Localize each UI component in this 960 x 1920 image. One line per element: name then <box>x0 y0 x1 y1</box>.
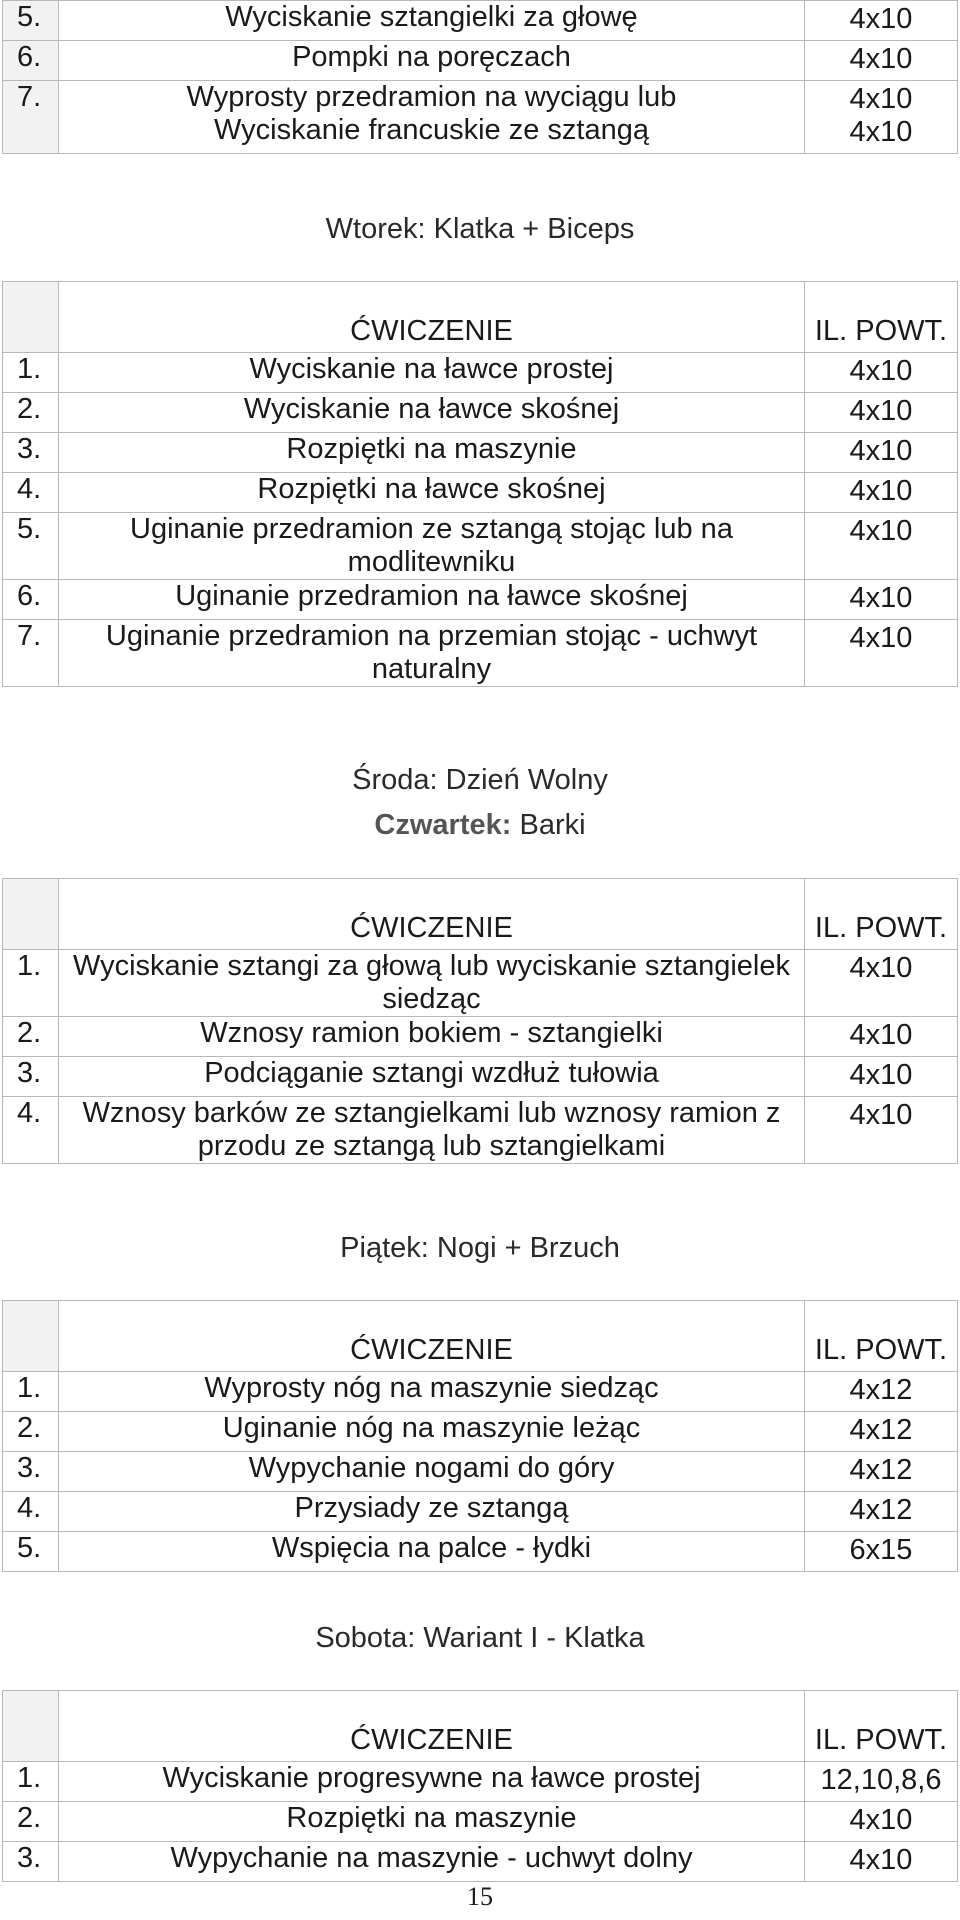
exercise-name: Rozpiętki na ławce skośnej <box>59 473 805 513</box>
exercise-name: Wznosy ramion bokiem - sztangielki <box>59 1017 805 1057</box>
exercise-table-saturday <box>2 1690 958 1882</box>
exercise-name: Wyciskanie na ławce skośnej <box>59 393 805 433</box>
column-header-reps: IL. POWT. <box>814 1334 948 1366</box>
row-number: 1. <box>3 353 59 393</box>
column-header-reps: IL. POWT. <box>814 912 948 944</box>
reps-value: 4x10 <box>805 513 958 580</box>
header-exercise-cell <box>59 1691 805 1762</box>
exercise-name: Rozpiętki na maszynie <box>59 1802 805 1842</box>
reps-value: 4x12 <box>805 1452 958 1492</box>
row-number: 4. <box>3 1492 59 1532</box>
heading-day-label: Czwartek: <box>374 809 512 841</box>
row-number: 2. <box>3 1412 59 1452</box>
reps-value: 4x10 4x10 <box>805 81 958 154</box>
table-row <box>3 1842 958 1882</box>
reps-value: 4x10 <box>805 1057 958 1097</box>
exercise-name: Uginanie przedramion na ławce skośnej <box>59 580 805 620</box>
column-header-reps: IL. POWT. <box>814 315 948 347</box>
section-heading-tuesday: Wtorek: Klatka + Biceps <box>325 213 635 245</box>
row-number: 4. <box>3 1097 59 1164</box>
table-row <box>3 1057 958 1097</box>
header-reps-cell <box>805 282 958 353</box>
table-row <box>3 1532 958 1572</box>
page-number: 15 <box>467 1882 493 1911</box>
exercise-name: Wypychanie na maszynie - uchwyt dolny <box>59 1842 805 1882</box>
table-row <box>3 81 958 154</box>
row-number: 3. <box>3 433 59 473</box>
reps-value: 4x10 <box>805 1 958 41</box>
table-row <box>3 353 958 393</box>
reps-value: 4x10 <box>805 433 958 473</box>
table-row <box>3 1372 958 1412</box>
table-row <box>3 1412 958 1452</box>
table-row <box>3 1452 958 1492</box>
exercise-table-tuesday <box>2 281 958 687</box>
table-row <box>3 513 958 580</box>
table-row <box>3 580 958 620</box>
section-heading-wednesday: Środa: Dzień Wolny <box>352 764 608 796</box>
header-reps-cell <box>805 879 958 950</box>
table-row <box>3 393 958 433</box>
row-number: 6. <box>3 41 59 81</box>
column-header-exercise: ĆWICZENIE <box>350 1334 513 1366</box>
row-number: 2. <box>3 393 59 433</box>
row-number: 5. <box>3 1 59 41</box>
table-row <box>3 950 958 1017</box>
row-number: 6. <box>3 580 59 620</box>
reps-value: 4x10 <box>805 1017 958 1057</box>
exercise-name: Wyciskanie sztangielki za głowę <box>59 1 805 41</box>
column-header-exercise: ĆWICZENIE <box>350 315 513 347</box>
table-row <box>3 41 958 81</box>
table-row <box>3 620 958 687</box>
column-header-exercise: ĆWICZENIE <box>350 912 513 944</box>
table-row <box>3 1492 958 1532</box>
table-header-row <box>3 282 958 353</box>
row-number: 2. <box>3 1802 59 1842</box>
exercise-table-friday <box>2 1300 958 1572</box>
reps-value: 4x10 <box>805 353 958 393</box>
row-number: 5. <box>3 1532 59 1572</box>
table-row <box>3 1762 958 1802</box>
row-number: 3. <box>3 1842 59 1882</box>
table-header-row <box>3 1691 958 1762</box>
exercise-name: Uginanie przedramion na przemian stojąc - uchwyt naturalny <box>59 620 805 687</box>
header-exercise-cell <box>59 282 805 353</box>
reps-value: 4x10 <box>805 620 958 687</box>
header-exercise-cell <box>59 879 805 950</box>
row-number: 7. <box>3 620 59 687</box>
row-number: 4. <box>3 473 59 513</box>
reps-value: 4x10 <box>805 950 958 1017</box>
header-reps-cell <box>805 1691 958 1762</box>
table-row <box>3 1097 958 1164</box>
header-exercise-cell <box>59 1301 805 1372</box>
exercise-name: Wyciskanie na ławce prostej <box>59 353 805 393</box>
table-header-row <box>3 1301 958 1372</box>
row-number: 7. <box>3 81 59 154</box>
reps-value: 4x12 <box>805 1492 958 1532</box>
table-header-row <box>3 879 958 950</box>
row-number: 1. <box>3 1762 59 1802</box>
reps-value: 4x10 <box>805 580 958 620</box>
exercise-name: Wznosy barków ze sztangielkami lub wznosy ramion z przodu ze sztangą lub sztangielkami <box>59 1097 805 1164</box>
section-heading-thursday <box>0 808 960 842</box>
row-number: 5. <box>3 513 59 580</box>
exercise-name: Wypychanie nogami do góry <box>59 1452 805 1492</box>
row-number: 2. <box>3 1017 59 1057</box>
reps-value: 12,10,8,6 <box>805 1762 958 1802</box>
exercise-name: Pompki na poręczach <box>59 41 805 81</box>
reps-value: 4x10 <box>805 393 958 433</box>
exercise-name: Wyprosty przedramion na wyciągu lub Wyciskanie francuskie ze sztangą <box>59 81 805 154</box>
table-row <box>3 473 958 513</box>
exercise-name: Przysiady ze sztangą <box>59 1492 805 1532</box>
reps-value: 4x10 <box>805 1097 958 1164</box>
exercise-name: Podciąganie sztangi wzdłuż tułowia <box>59 1057 805 1097</box>
exercise-name: Rozpiętki na maszynie <box>59 433 805 473</box>
reps-value: 4x10 <box>805 473 958 513</box>
reps-value: 4x12 <box>805 1412 958 1452</box>
exercise-table-thursday <box>2 878 958 1164</box>
heading-day-title: Barki <box>519 809 586 841</box>
reps-value: 4x12 <box>805 1372 958 1412</box>
exercise-name: Wspięcia na palce - łydki <box>59 1532 805 1572</box>
row-number: 1. <box>3 950 59 1017</box>
column-header-exercise: ĆWICZENIE <box>350 1724 513 1756</box>
column-header-reps: IL. POWT. <box>814 1724 948 1756</box>
reps-value: 4x10 <box>805 1842 958 1882</box>
header-number-cell <box>3 1691 59 1762</box>
reps-value: 4x10 <box>805 1802 958 1842</box>
table-row <box>3 1 958 41</box>
header-number-cell <box>3 1301 59 1372</box>
reps-value: 4x10 <box>805 41 958 81</box>
table-row <box>3 1802 958 1842</box>
section-heading-friday: Piątek: Nogi + Brzuch <box>340 1232 620 1264</box>
header-number-cell <box>3 879 59 950</box>
section-heading-saturday: Sobota: Wariant I - Klatka <box>315 1622 645 1654</box>
exercise-name: Wyciskanie sztangi za głową lub wyciskanie sztangielek siedząc <box>59 950 805 1017</box>
row-number: 3. <box>3 1452 59 1492</box>
exercise-name: Wyprosty nóg na maszynie siedząc <box>59 1372 805 1412</box>
row-number: 1. <box>3 1372 59 1412</box>
table-row <box>3 433 958 473</box>
exercise-name: Uginanie przedramion ze sztangą stojąc lub na modlitewniku <box>59 513 805 580</box>
header-number-cell <box>3 282 59 353</box>
exercise-name: Wyciskanie progresywne na ławce prostej <box>59 1762 805 1802</box>
continued-exercise-table <box>2 0 958 154</box>
row-number: 3. <box>3 1057 59 1097</box>
reps-value: 6x15 <box>805 1532 958 1572</box>
table-row <box>3 1017 958 1057</box>
header-reps-cell <box>805 1301 958 1372</box>
exercise-name: Uginanie nóg na maszynie leżąc <box>59 1412 805 1452</box>
